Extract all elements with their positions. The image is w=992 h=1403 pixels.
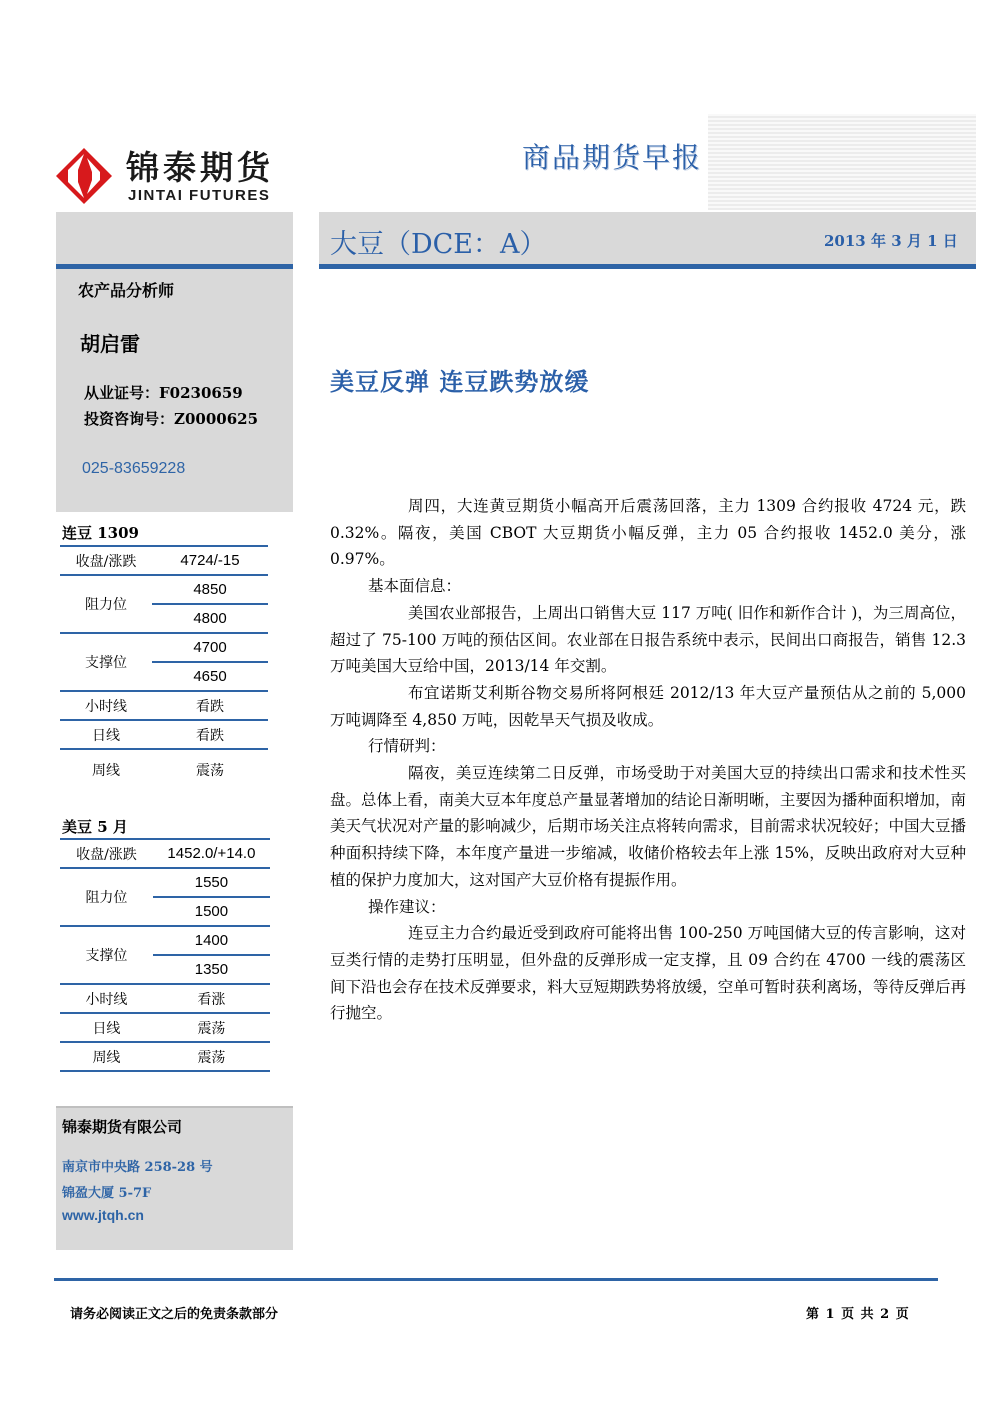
article-paragraph: 隔夜，美豆连续第二日反弹，市场受助于对美国大豆的持续出口需求和技术性买盘。总体上看，南美大豆本年度总产量显著增加的结论日渐明晰，主要因为播种面积增加，南美天气状况对产量的影响减少，后期市场关注点将转向需求，目前需求状况较好；中国大豆播种面积持续下降，本年度产量进一步缩减，收储价格较去年上涨 15%，反映出政府对大豆种植的保护力度加大，这对国产大豆价格有提振作用。 xyxy=(330,764,966,889)
resistance-value: 4850 xyxy=(152,575,268,604)
table-row xyxy=(60,1013,270,1042)
certificate-number: 从业证号：F0230659 xyxy=(84,384,243,402)
article-paragraph: 连豆主力合约最近受到政府可能将出售 100-250 万吨国储大豆的传言影响，这对豆类行情的走势打压明显，但外盘的反弹形成一定支撑，且 09 合约在 4700 一线的震荡区间下沿也会存在技术反弹要求，料大豆短期跌势将放缓，空单可暂时获利离场，等待反弹后再行抛空。 xyxy=(330,924,966,1023)
table-row xyxy=(60,691,268,720)
resistance-value: 1550 xyxy=(153,868,270,897)
footer-disclaimer: 请务必阅读正文之后的免责条款部分 xyxy=(70,1307,279,1322)
table1-title: 连豆 1309 xyxy=(62,524,139,542)
table-row xyxy=(60,633,268,662)
daily-value: 震荡 xyxy=(153,1013,270,1042)
support-value: 1350 xyxy=(153,955,270,984)
support-label: 支撑位 xyxy=(60,633,152,691)
company-address-line1: 南京市中央路 258-28 号 xyxy=(62,1160,213,1175)
table-row xyxy=(60,546,268,575)
weekly-label: 周线 xyxy=(60,1042,153,1071)
analyst-label: 农产品分析师 xyxy=(78,281,175,300)
resistance-label: 阻力位 xyxy=(60,575,152,633)
company-name: 锦泰期货有限公司 xyxy=(62,1118,183,1136)
section-heading: 基本面信息： xyxy=(368,577,462,596)
hourly-value: 看涨 xyxy=(153,984,270,1013)
weekly-value: 震荡 xyxy=(153,1042,270,1071)
daily-label: 日线 xyxy=(60,1013,153,1042)
footer-rule xyxy=(54,1278,938,1281)
support-value: 4650 xyxy=(152,662,268,691)
logo-chinese-name: 锦泰期货 xyxy=(126,148,274,187)
daily-value: 看跌 xyxy=(152,720,268,749)
resistance-value: 4800 xyxy=(152,604,268,633)
page-number: 第 1 页 共 2 页 xyxy=(806,1307,910,1322)
section-heading: 行情研判： xyxy=(368,737,446,756)
sidebar-top-rule xyxy=(56,264,293,269)
article-paragraph: 美国农业部报告，上周出口销售大豆 117 万吨( 旧作和新作合计 )，为三周高位，超过了 75-100 万吨的预估区间。农业部在日报告系统中表示，民间出口商报告，销售 12.3 万吨美国大豆给中国，2013/14 年交割。 xyxy=(330,603,966,676)
section-heading: 操作建议： xyxy=(368,897,446,916)
table-row xyxy=(60,984,270,1013)
article-paragraph: 周四，大连黄豆期货小幅高开后震荡回落，主力 1309 合约报收 4724 元，跌 0.32%。隔夜，美国 CBOT 大豆期货小幅反弹，主力 05 合约报收 1452.0 美分，涨 0.97%。 xyxy=(330,497,966,569)
table-row xyxy=(60,575,268,604)
company-website-link[interactable]: www.jtqh.cn xyxy=(62,1207,144,1223)
table2-title: 美豆 5 月 xyxy=(62,818,128,836)
report-date: 2013 年 3 月 1 日 xyxy=(824,232,958,250)
hourly-label: 小时线 xyxy=(60,984,153,1013)
consulting-number: 投资咨询号：Z0000625 xyxy=(84,410,259,428)
table-row xyxy=(60,868,270,897)
table-row xyxy=(60,720,268,749)
hourly-label: 小时线 xyxy=(60,691,152,720)
article-headline: 美豆反弹 连豆跌势放缓 xyxy=(330,367,590,396)
company-address-line2: 锦盈大厦 5-7F xyxy=(62,1186,152,1201)
support-value: 1400 xyxy=(153,926,270,955)
resistance-label: 阻力位 xyxy=(60,868,153,926)
article-body xyxy=(330,493,966,1027)
company-divider xyxy=(56,1106,293,1108)
report-title: 商品期货早报 xyxy=(522,141,703,174)
daily-label: 日线 xyxy=(60,720,152,749)
table-row xyxy=(60,1042,270,1071)
table-row xyxy=(60,839,270,868)
table2 xyxy=(60,838,270,1072)
analyst-name: 胡启雷 xyxy=(80,332,140,356)
phone-number: 025-83659228 xyxy=(82,460,186,477)
close-value: 1452.0/+14.0 xyxy=(153,839,270,868)
support-label: 支撑位 xyxy=(60,926,153,984)
support-value: 4700 xyxy=(152,633,268,662)
logo-english-name: JINTAI FUTURES xyxy=(128,187,271,204)
weekly-label: 周线 xyxy=(92,763,120,779)
weekly-value: 震荡 xyxy=(196,763,224,779)
close-value: 4724/-15 xyxy=(152,546,268,575)
jintai-logo-icon xyxy=(56,148,112,204)
article-paragraph: 布宜诺斯艾利斯谷物交易所将阿根廷 2012/13 年大豆产量预估从之前的 5,000 万吨调降至 4,850 万吨，因乾旱天气损及收成。 xyxy=(330,683,966,729)
hourly-value: 看跌 xyxy=(152,691,268,720)
commodity-title: 大豆（DCE：A） xyxy=(330,229,547,260)
table-row xyxy=(60,926,270,955)
table-row xyxy=(60,749,268,790)
table1 xyxy=(60,545,268,790)
title-band-decoration xyxy=(708,114,976,210)
close-label: 收盘/涨跌 xyxy=(60,546,152,575)
commodity-banner-rule xyxy=(319,264,976,269)
resistance-value: 1500 xyxy=(153,897,270,926)
close-label: 收盘/涨跌 xyxy=(60,839,153,868)
